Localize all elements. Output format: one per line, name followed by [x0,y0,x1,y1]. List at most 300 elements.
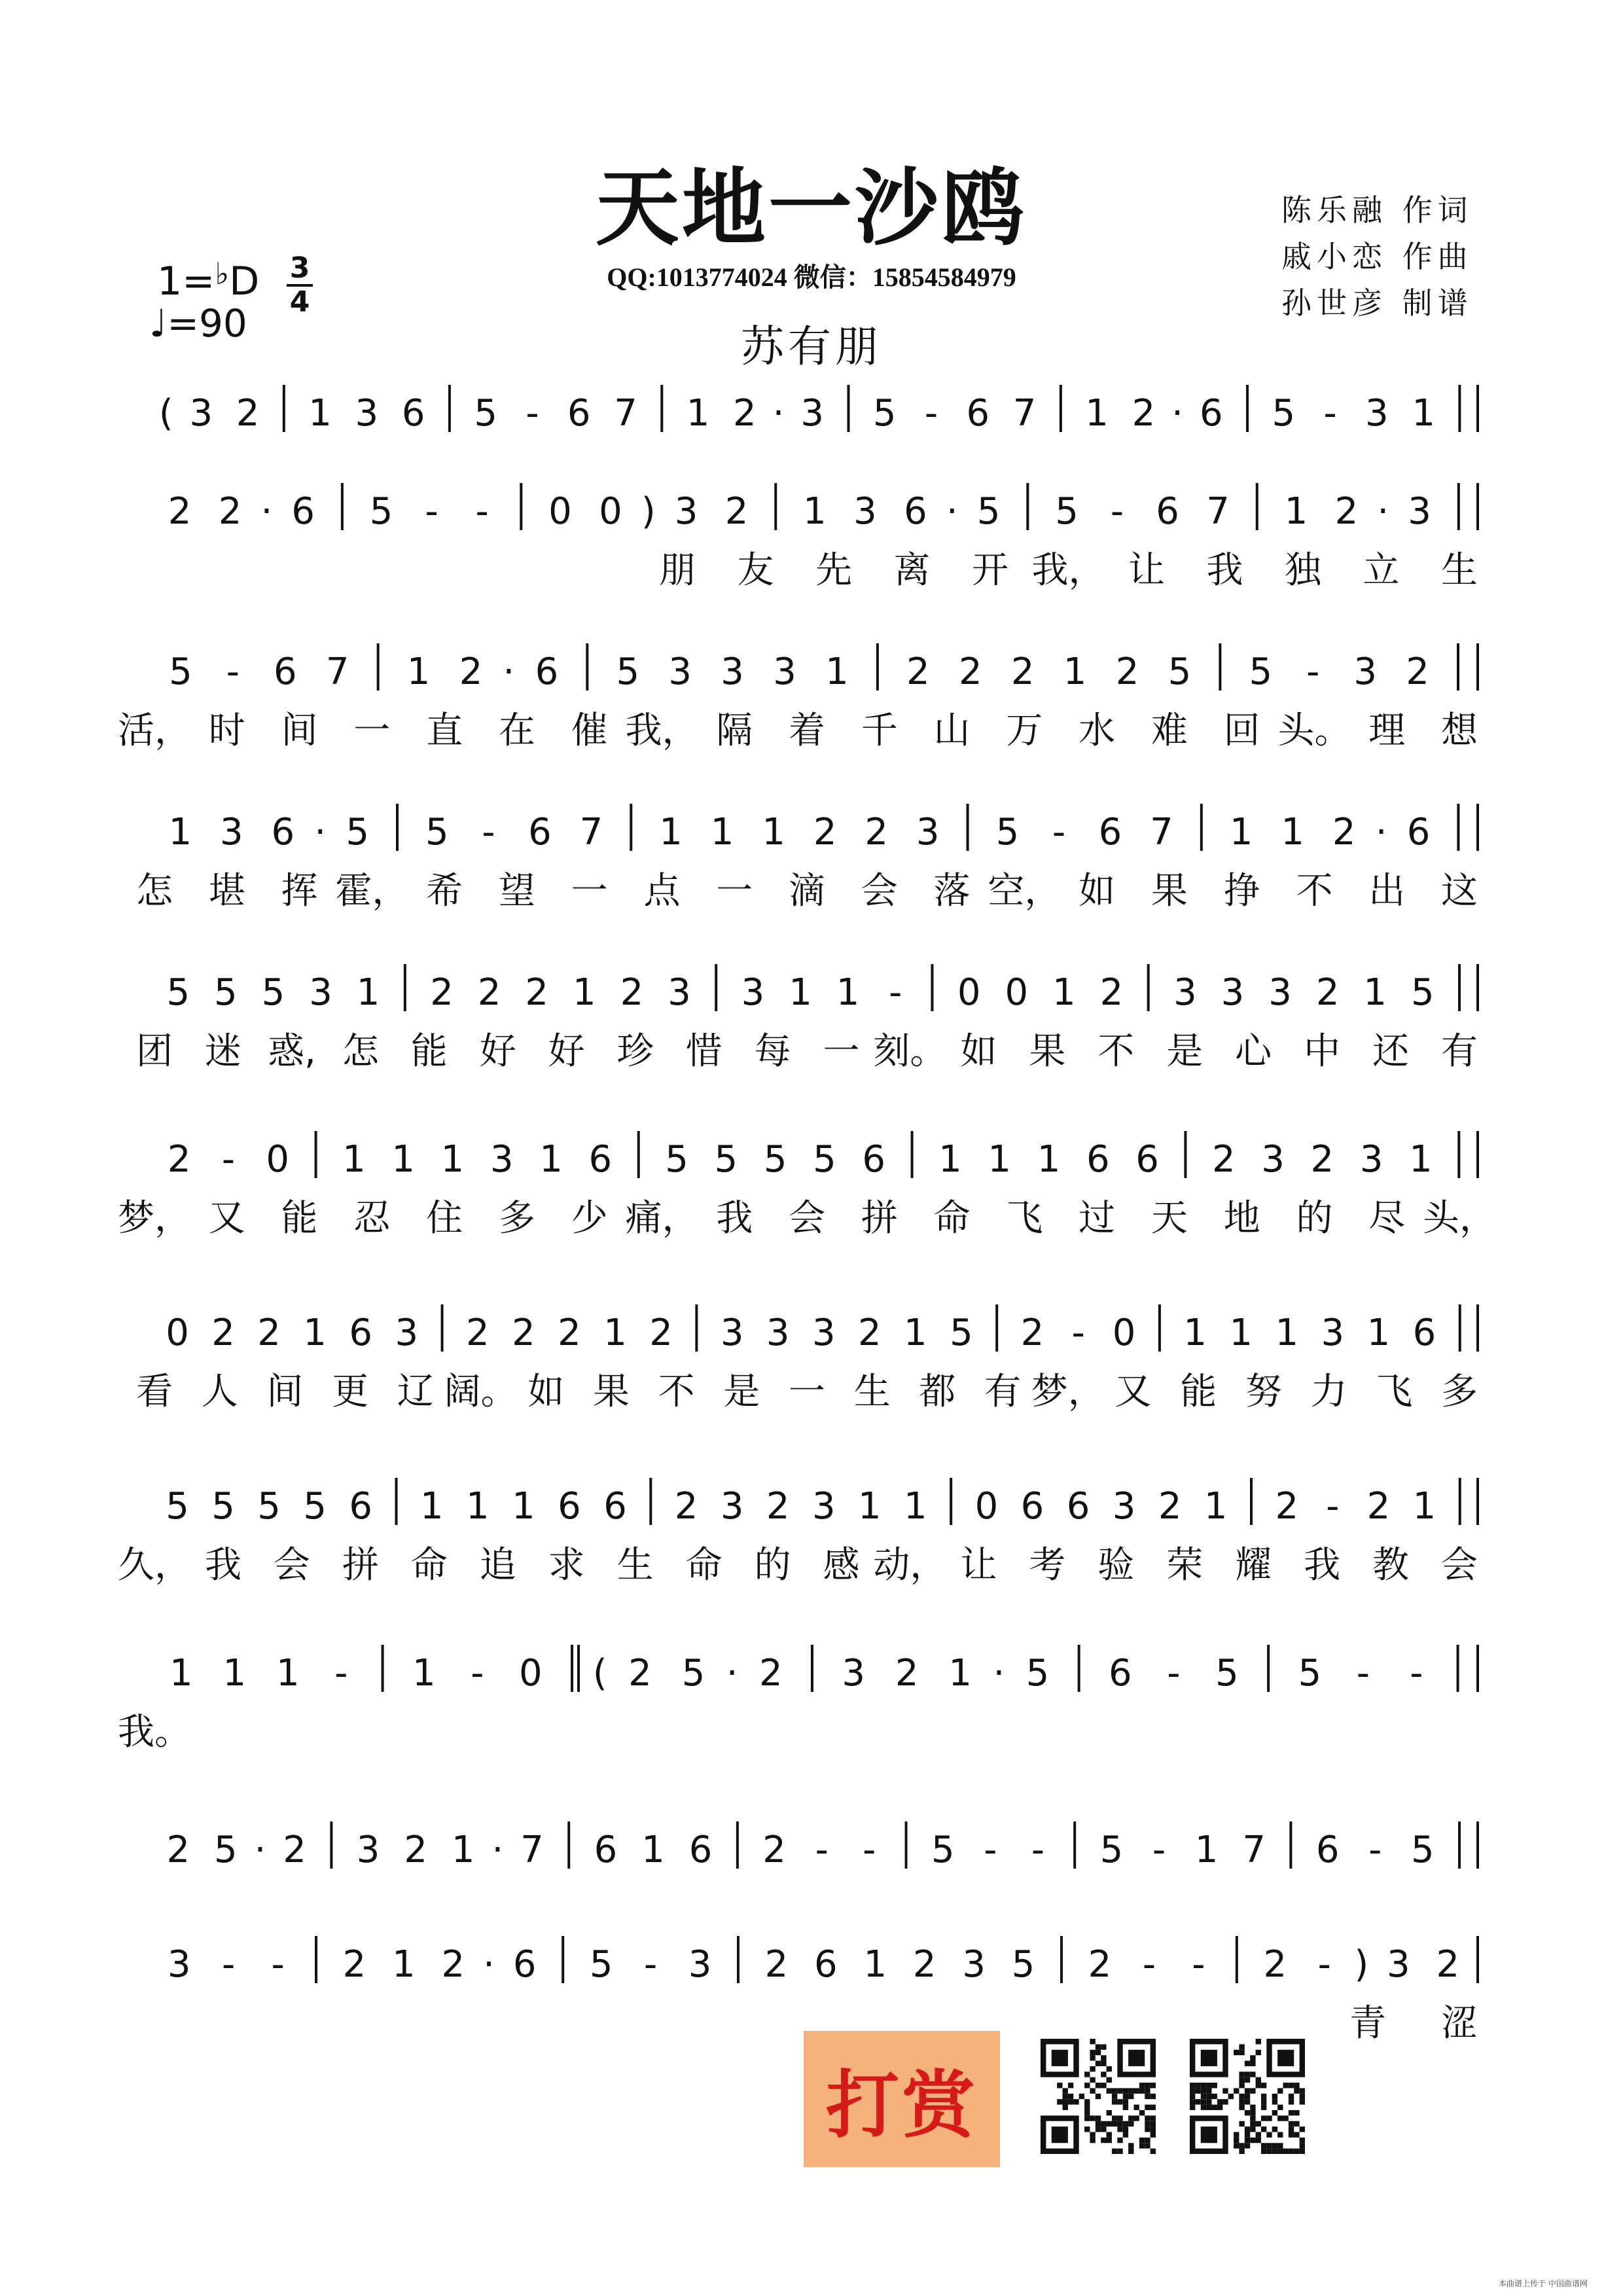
note: 2 [1099,971,1124,1014]
dash-note: - [815,1829,829,1871]
lyric-word: 难 [1150,709,1188,752]
dash-note: - [1167,1652,1181,1695]
lyric-word: 想 [1441,709,1478,752]
lyric-word: 又 [208,1197,245,1240]
note: 7 [325,651,349,693]
note: 1 [342,1138,366,1181]
note: 2 [342,1943,366,1986]
lyric-word: 能 [281,1197,318,1240]
note: 5 [1249,651,1273,693]
note: 2 [430,971,454,1014]
note: 5 [872,392,897,435]
note: 2 [1275,1485,1299,1528]
note: 5 [1026,1652,1050,1695]
dash-note: - [482,811,495,853]
contact-info: QQ:1013774024 微信：15854584979 [607,262,1016,292]
dash-note: - [1152,1829,1166,1871]
note: 2 [1366,1485,1391,1528]
note: 3 [962,1943,986,1986]
note: 2 [758,1652,783,1695]
note: 3 [1268,971,1292,1014]
note: 6 [1412,1312,1436,1354]
lyric-word: 力 [1310,1371,1347,1413]
lyric-word: 挣 [1223,870,1260,912]
note: 7 [1206,490,1230,533]
note: 3 [853,490,877,533]
lyric-word: 有 [1441,1030,1478,1073]
flat-symbol: ♭ [215,256,230,291]
note: 0 [266,1138,290,1181]
note: 3 [766,1312,790,1354]
lyric-word: 努 [1245,1371,1282,1413]
note: 6 [567,392,591,435]
lyric-word: 验 [1097,1544,1135,1587]
dash-note: - [1110,490,1124,533]
dot-mark: · [946,490,958,533]
note: 1 [1229,1312,1253,1354]
key-letter: D [229,259,260,304]
dash-note: - [226,651,240,693]
lyric-word: 命 [410,1544,448,1587]
lyric-word: 间 [281,709,318,752]
lyric-word: 堪 [208,870,245,912]
dash-note: - [1031,1829,1045,1871]
note: 3 [395,1312,419,1354]
note: 3 [1359,1138,1383,1181]
note: 1 [1204,1485,1228,1528]
lyric-word: 拼 [342,1544,379,1587]
note: 3 [812,1485,836,1528]
note: 6 [1020,1485,1044,1528]
qr-code-icon [1041,2039,1156,2154]
note: 5 [257,1485,281,1528]
dash-note: - [471,1652,484,1695]
note: 2 [1020,1312,1044,1354]
lyric-word: 希 [426,870,463,912]
lyric-word: 万 [1006,709,1043,752]
dash-note: - [643,1943,658,1986]
dash-note: - [425,490,438,533]
lyric-word: 不 [1296,870,1333,912]
note: 6 [603,1485,627,1528]
lyric-word: 会 [1441,1544,1478,1587]
note: 3 [1387,1943,1410,1986]
lyric-word: 头。 [1277,709,1351,752]
note: 5 [425,811,449,853]
lyric-word: 感 [823,1544,860,1587]
lyric-word: 人 [201,1371,238,1413]
note: 5 [763,1138,787,1181]
lyric-word: 独 [1285,549,1321,592]
dash-note: - [221,1138,236,1181]
lyric-word: 追 [479,1544,516,1587]
note: 2 [620,971,644,1014]
note: 1 [1409,1138,1433,1181]
lyric-word: 久， [118,1544,191,1587]
note: 0 [166,1312,189,1354]
note: 3 [668,651,692,693]
singer-name: 苏有朋 [741,321,882,372]
dash-note: - [924,392,938,435]
dash-note: - [475,490,489,533]
lyric-word: 落 [933,870,971,912]
lyric-word: 直 [426,709,463,752]
note: 2 [857,1312,882,1354]
lyric-word: 望 [498,870,535,912]
note: 2 [459,651,483,693]
note: 6 [1086,1138,1110,1181]
note: 0 [974,1485,999,1528]
note: ) [641,490,656,533]
note: 1 [659,811,683,853]
note: 6 [1406,811,1431,853]
note: 6 [535,651,559,693]
note: 7 [614,392,637,435]
dash-note: - [222,1943,236,1986]
note: 2 [257,1312,281,1354]
note: 1 [1194,1829,1219,1871]
lyric-word: 果 [1150,870,1188,912]
note: 5 [169,651,192,693]
note: 3 [490,1138,514,1181]
note: 2 [1332,811,1356,853]
note: 6 [1109,1652,1132,1695]
lyric-word: 怎 [342,1030,379,1073]
lyric-word: 开 [972,549,1008,592]
note: 1 [1085,392,1109,435]
note: 0 [1112,1312,1136,1354]
note: 3 [688,1943,712,1986]
dash-note: - [1323,392,1337,435]
dot-mark: · [503,651,515,693]
dash-note: - [1356,1652,1370,1695]
note: 6 [512,1943,537,1986]
lyricist-credit: 陈乐融 作词 [1281,192,1473,228]
lyric-word: 如 [960,1030,997,1073]
note: 2 [1010,651,1035,693]
note: 0 [519,1652,543,1695]
lyric-word: 是 [723,1371,760,1413]
composer-credit: 戚小恋 作曲 [1281,239,1473,274]
note: 1 [572,971,596,1014]
note: 6 [271,811,295,853]
lyric-word: 更 [332,1371,369,1413]
note: 6 [273,651,297,693]
note: 5 [474,392,497,435]
dash-note: - [1142,1943,1156,1986]
lyric-word: 好 [548,1030,585,1073]
note: 7 [1242,1829,1266,1871]
lyric-word: 霍， [335,870,409,912]
note: 1 [948,1652,972,1695]
note: 2 [236,392,260,435]
reward-label: 打赏 [826,2062,978,2148]
note: 6 [528,811,552,853]
dash-note: - [1326,1485,1340,1528]
note: 1 [169,1652,193,1695]
lyric-word: 隔 [716,709,753,752]
lyric-word: 生 [853,1371,891,1413]
note: 2 [724,490,749,533]
dash-note: - [1052,811,1066,853]
note: 1 [276,1652,300,1695]
lyric-word: 朋 [659,549,696,592]
lyric-word: 头， [1423,1197,1496,1240]
note: 2 [1436,1943,1460,1986]
lyric-word: 少 [571,1197,608,1240]
note: 5 [303,1485,327,1528]
note: 2 [166,1829,190,1871]
note: 6 [1066,1485,1090,1528]
note: 5 [616,651,640,693]
time-denominator: 4 [289,285,310,319]
note: 1 [539,1138,563,1181]
lyric-word: 多 [498,1197,535,1240]
lyric-word: 天 [1150,1197,1188,1240]
note: 3 [842,1652,865,1695]
lyric-word: 让 [960,1544,997,1587]
arranger-credit: 孙世彦 制谱 [1281,285,1473,321]
note: 1 [988,1138,1012,1181]
footer-note: 本曲谱上传于 中国曲谱网 [1499,2279,1588,2288]
dot-mark: · [993,1652,1005,1695]
note: 3 [1408,490,1431,533]
note: 5 [1298,1652,1322,1695]
dash-note: - [1368,1829,1382,1871]
lyric-word: 惜 [685,1030,722,1073]
note: 3 [219,811,243,853]
note: 3 [1173,971,1197,1014]
note: 3 [1261,1138,1285,1181]
lyric-word: 是 [1166,1030,1204,1073]
note: 2 [512,1312,535,1354]
note: 1 [938,1138,962,1181]
dash-note: - [1317,1943,1331,1986]
lyric-word: 果 [1029,1030,1066,1073]
lyric-word: 考 [1029,1544,1066,1587]
note: 5 [1410,1829,1435,1871]
lyric-word: 飞 [1376,1371,1413,1413]
note: 2 [1315,971,1340,1014]
note: ) [1354,1943,1369,1986]
note: 6 [1156,490,1179,533]
note: 5 [714,1138,738,1181]
note: 1 [451,1829,475,1871]
note: 1 [1412,1485,1436,1528]
lyric-word: 时 [208,709,245,752]
reward-button[interactable] [804,2031,1000,2167]
note: 3 [1365,392,1389,435]
note: 5 [1055,490,1079,533]
note: 6 [558,1485,581,1528]
note: 1 [789,971,812,1014]
note: 7 [1012,392,1037,435]
note: 6 [349,1485,373,1528]
note: 6 [862,1138,886,1181]
lyric-word: 回 [1223,709,1260,752]
lyric-word: 耀 [1235,1544,1272,1587]
note: 2 [1310,1138,1334,1181]
note: 2 [1115,651,1139,693]
lyric-word: 先 [815,549,852,592]
dot-mark: · [314,811,327,853]
note: 7 [1150,811,1173,853]
note: 5 [950,1312,973,1354]
dot-mark: · [1171,392,1183,435]
dash-note: - [863,1829,876,1871]
lyric-word: 生 [616,1544,654,1587]
note: 6 [291,490,315,533]
lyric-word: 我。 [118,1711,191,1753]
lyric-word: 珍 [616,1030,654,1073]
lyric-word: 友 [737,549,774,592]
dot-mark: · [1375,811,1387,853]
note: 2 [1088,1943,1112,1986]
lyric-word: 怎 [136,870,173,912]
note: 1 [1284,490,1308,533]
note: 2 [766,1485,790,1528]
note: 1 [392,1943,416,1986]
dot-mark: · [483,1943,495,1986]
note: 1 [603,1312,627,1354]
key-prefix: 1= [157,259,215,304]
note: 5 [589,1943,613,1986]
lyric-word: 的 [754,1544,791,1587]
note: 2 [764,1943,789,1986]
dot-mark: · [254,1829,266,1871]
note: 5 [166,1485,189,1528]
note: 2 [865,811,889,853]
note: 6 [594,1829,618,1871]
lyric-word: 我 [204,1544,241,1587]
dash-note: - [1410,1652,1423,1695]
note: 2 [404,1829,427,1871]
note: 2 [1211,1138,1236,1181]
song-title: 天地一沙鸥 [595,159,1027,257]
note: 5 [931,1829,955,1871]
note: 1 [1229,811,1253,853]
note: 3 [773,651,796,693]
lyric-word: 忍 [353,1197,391,1240]
note: 6 [1098,811,1122,853]
note: 3 [1321,1312,1345,1354]
dot-mark: · [726,1652,738,1695]
note: 6 [966,392,990,435]
lyric-word: 挥 [281,870,318,912]
note: 1 [863,1943,887,1986]
note: 6 [904,490,927,533]
lyric-word: 空， [988,870,1061,912]
dash-note: - [1306,651,1320,693]
note: 2 [1263,1943,1287,1986]
lyric-word: 痛， [625,1197,699,1240]
dash-note: - [984,1829,997,1871]
note: 2 [906,651,930,693]
lyric-word: 每 [754,1030,791,1073]
note: 2 [1158,1485,1182,1528]
note: 1 [904,1312,927,1354]
lyric-word: 这 [1441,870,1478,912]
note: 2 [441,1943,465,1986]
lyric-word: 飞 [1006,1197,1043,1240]
note: 2 [958,651,982,693]
dot-mark: · [491,1829,504,1871]
note: 2 [168,490,192,533]
note: 1 [419,1485,444,1528]
dash-note: - [334,1652,348,1695]
lyric-word: 心 [1235,1030,1272,1073]
lyric-word: 催 [571,709,608,752]
lyric-word: 会 [861,870,898,912]
lyric-word: 我， [625,709,699,752]
lyric-word: 拼 [861,1197,898,1240]
lyric-word: 梦， [118,1197,191,1240]
note: 2 [477,971,501,1014]
lyric-word: 活， [118,709,191,752]
note: 1 [1063,651,1087,693]
note: 3 [812,1312,836,1354]
note: 5 [214,1829,238,1871]
note: 3 [1353,651,1377,693]
lyric-word: 我 [1206,549,1243,592]
note: 0 [1005,971,1029,1014]
note: 3 [1112,1485,1136,1528]
lyric-word: 一 [823,1030,860,1073]
note: 1 [308,392,332,435]
note: 1 [1412,392,1435,435]
lyric-word: 如 [1079,870,1116,912]
lyric-word: 命 [933,1197,971,1240]
note: 5 [1168,651,1192,693]
note: 5 [995,811,1020,853]
note: 3 [800,392,825,435]
note: 3 [720,1312,744,1354]
lyric-word: 荣 [1166,1544,1204,1587]
note: 1 [686,392,710,435]
note: 5 [166,971,190,1014]
lyric-word: 青 [1349,2002,1386,2045]
lyric-word: 能 [1180,1371,1217,1413]
note: 1 [1366,1312,1391,1354]
dash-note: - [1071,1312,1085,1354]
lyric-word: 间 [266,1371,304,1413]
lyric-word: 着 [789,709,825,752]
note: 5 [976,490,1001,533]
note: 5 [1011,1943,1035,1986]
note: 2 [733,392,757,435]
lyric-word: 一 [353,709,391,752]
lyric-word: 多 [1441,1371,1478,1413]
note: 2 [674,1485,698,1528]
note: 1 [710,811,734,853]
lyric-word: 一 [716,870,753,912]
lyric-word: 不 [658,1371,695,1413]
lyric-word: 果 [592,1371,630,1413]
lyric-word: 我 [716,1197,753,1240]
note: 6 [1135,1138,1159,1181]
note: 1 [762,811,785,853]
quarter-note-icon: ♩ [149,301,168,346]
note: 1 [1281,811,1305,853]
note: 2 [912,1943,936,1986]
note: 2 [525,971,549,1014]
note: 3 [720,1485,744,1528]
lyric-word: 我， [1031,549,1105,592]
lyric-word: 点 [643,870,681,912]
dot-mark: · [260,490,273,533]
note: 0 [957,971,981,1014]
note: 3 [721,651,744,693]
